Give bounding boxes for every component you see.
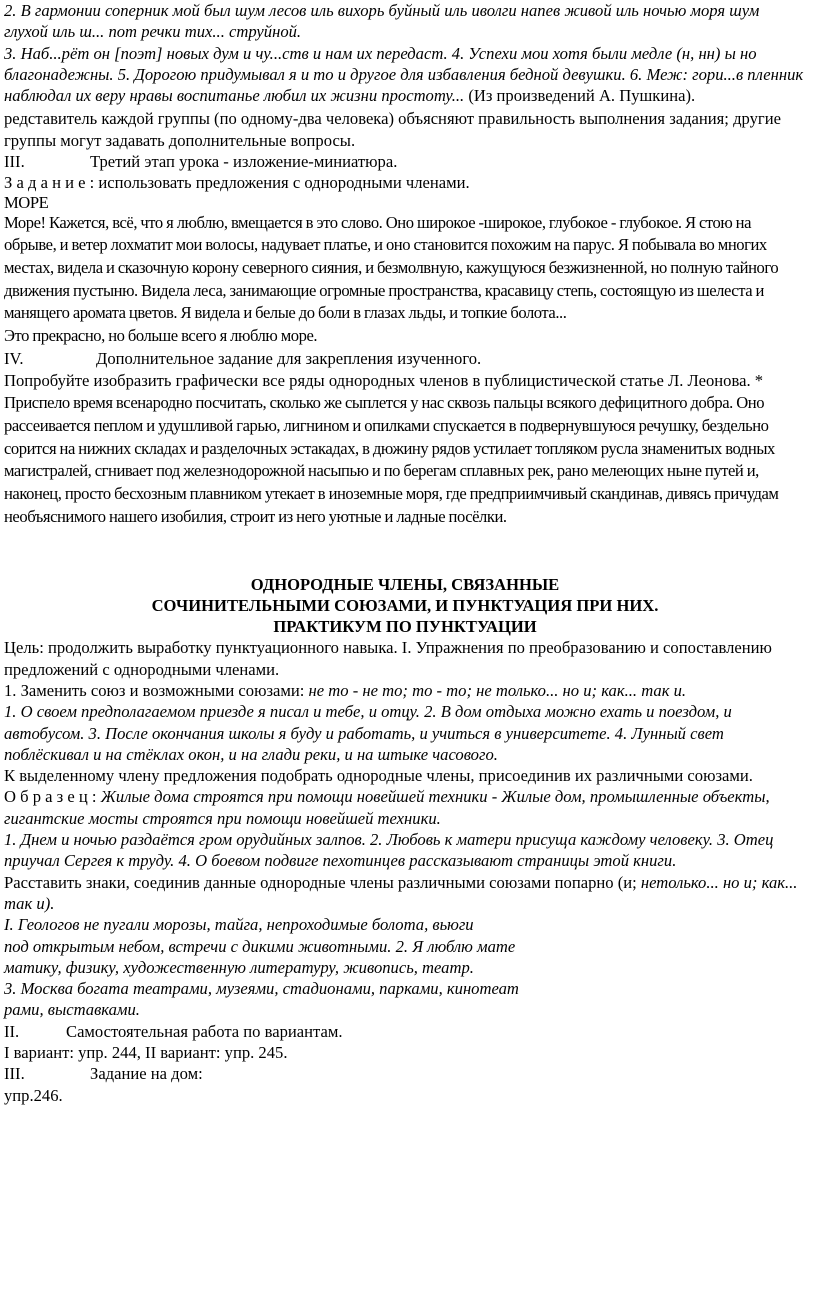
section-gap	[4, 528, 806, 574]
task-text: использовать предложения с однородными членами.	[94, 173, 470, 193]
stage-2-text: Самостоятельная работа по вариантам.	[66, 1021, 343, 1041]
exercise-1-lead: 1. Заменить союз и возможными союзами:	[4, 681, 309, 700]
task-label: З а д а н и е :	[4, 173, 95, 193]
section-title-line-1: ОДНОРОДНЫЕ ЧЛЕНЫ, СВЯЗАННЫЕ	[250, 575, 560, 595]
stage-3-heading	[4, 151, 806, 172]
exercise-1-unions: не то - не то; то - то; не только... но и; как... так и.	[308, 681, 687, 700]
lesson-goal: Цель: продолжить выработку пунктуационного навыка. I. Упражнения по преобразованию и сопоставлению предложений с однородными членами.	[4, 638, 772, 679]
exercise-3-line-3: матику, физику, художественную литературу, живопись, театр.	[4, 957, 474, 977]
pushkin-sentences-3-6	[4, 43, 806, 107]
stage-2-heading	[4, 1021, 806, 1042]
exercise-3-line-4: 3. Москва богата театрами, музеями, стадионами, парками, кинотеат	[4, 979, 519, 999]
stage-3-homework-text: Задание на дом:	[90, 1064, 203, 1084]
exercise-1-sentences: 1. О своем предполагаемом приезде я писал и тебе, и отцу. 2. В дом отдыха можно ехать и поездом, и автобусом. 3. После окончания школы я буду и работать, и учиться в университете. 4. Лунный свет поблёскивал и на стёклах окон, и на глади реки, и на штыке часового.	[4, 702, 732, 764]
sample-text: Жилые дома строятся при помощи новейшей техники - Жилые дом, промышленные объекты, гигантские мосты строятся при помощи новейшей техники.	[4, 787, 770, 828]
exercise-3-unions: нетолько... но и; как... так и).	[4, 872, 798, 913]
sea-text: Море! Кажется, всё, что я люблю, вмещается в это слово. Оно широкое -широкое, глубокое - глубокое. Я стою на обрыве, и ветер лохматит мои волосы, надувает платье, и оно становится похожим на парус. Я побывала во многих местах, видела и сказочную корону северного сияния, и безмолвную, кажущуюся безжизненной, но полную тайного движения пустыню. Видела леса, занимающие огромные пространства, красавицу степь, состоящую из шелеста и манящего аромата цветов. Я видела и белые до боли в глазах льды, и топкие болота...	[4, 212, 779, 323]
exercise-3-lead: Расставить знаки, соединив данные однородные члены различными союзами попарно (и;	[4, 872, 641, 892]
section-title-line-3: ПРАКТИКУМ ПО ПУНКТУАЦИИ	[273, 617, 537, 637]
stage-2-number: II.	[4, 1021, 20, 1041]
pushkin-sentence-2: 2. В гармонии соперник мой был шум лесов иль вихорь буйный иль иволги напев живой иль ночью моря шум глухой иль ш... пот речки тих... струйной.	[4, 1, 760, 42]
stage-4-heading	[4, 348, 806, 369]
homework-line: упр.246.	[4, 1085, 63, 1105]
leonov-task: Попробуйте изобразить графически все ряды однородных членов в публицистической статье Л. Леонова. *	[4, 371, 764, 391]
stage-3-homework-heading	[4, 1063, 806, 1084]
task-line	[4, 172, 806, 193]
stage-3-homework-number: III.	[4, 1064, 25, 1084]
stage-3-text: Третий этап урока - изложение-миниатюра.	[90, 152, 398, 172]
exercise-1-task	[4, 680, 806, 701]
sample-label: О б р а з е ц :	[4, 787, 97, 807]
stage-4-number: IV.	[4, 348, 24, 368]
exercise-3-task	[4, 872, 806, 915]
sea-title: МОРЕ	[4, 192, 49, 212]
variants-line: I вариант: упр. 244, II вариант: упр. 245.	[4, 1043, 288, 1063]
pushkin-sentences-text: 3. Наб...рёт он [поэт] новых дум и чу...ств и нам их передаст. 4. Успехи мои хотя были медле (н, нн) ы но благонадежны. 5. Дорогою придумывал я и то и другое для избавления бедной девушки. 6. Меж: гори...в пленник наблюдал их веру нравы воспитанье любил их жизни простоту...	[4, 43, 804, 106]
exercise-3-line-2: под открытым небом, встречи с дикими животными. 2. Я люблю мате	[4, 936, 516, 956]
stage-3-number: III.	[4, 152, 25, 172]
exercise-3-line-5: рами, выставками.	[4, 1000, 140, 1020]
exercise-2-task: К выделенному члену предложения подобрать однородные члены, присоединив их различными союзами.	[4, 766, 753, 786]
stage-4-text: Дополнительное задание для закрепления изученного.	[96, 348, 482, 368]
leonov-article: Приспело время всенародно посчитать, сколько же сыплется у нас сквозь пальцы всякого дефицитного добра. Оно рассеивается пеплом и удушливой гарью, лигнином и опилками спускается в подвернувшуюся речушку, бездельно сорится на нижних складах и разделочных эстакадах, в дюжину рядов устилает топляком русла знаменитых водных магистралей, сгнивает под железнодорожной насыпью и по берегам сплавных рек, рано мелеющих ныне путей и, наконец, просто бесхозным плавником утекает в иноземные моря, где предприимчивый скандинав, дивясь причудам необъяснимого нашего изобилия, строит из него уютные и ладные посёлки.	[4, 393, 779, 526]
groups-instruction: редставитель каждой группы (по одному-два человека) объясняют правильность выполнения задания; другие группы могут задавать дополнительные вопросы.	[4, 109, 781, 150]
exercise-3-line-1: I. Геологов не пугали морозы, тайга, непроходимые болота, вьюги	[4, 915, 474, 935]
sea-ending: Это прекрасно, но больше всего я люблю море.	[4, 326, 318, 346]
pushkin-source: (Из произведений А. Пушкина).	[464, 86, 696, 106]
exercise-2-sentences: 1. Днем и ночью раздаётся гром орудийных залпов. 2. Любовь к матери присуща каждому человеку. 3. Отец приучал Сергея к труду. 4. О боевом подвиге пехотинцев рассказывают страницы этой книги.	[4, 830, 774, 871]
section-title-line-2: СОЧИНИТЕЛЬНЫМИ СОЮЗАМИ, И ПУНКТУАЦИЯ ПРИ НИХ.	[151, 596, 659, 616]
sample-line	[4, 786, 806, 829]
